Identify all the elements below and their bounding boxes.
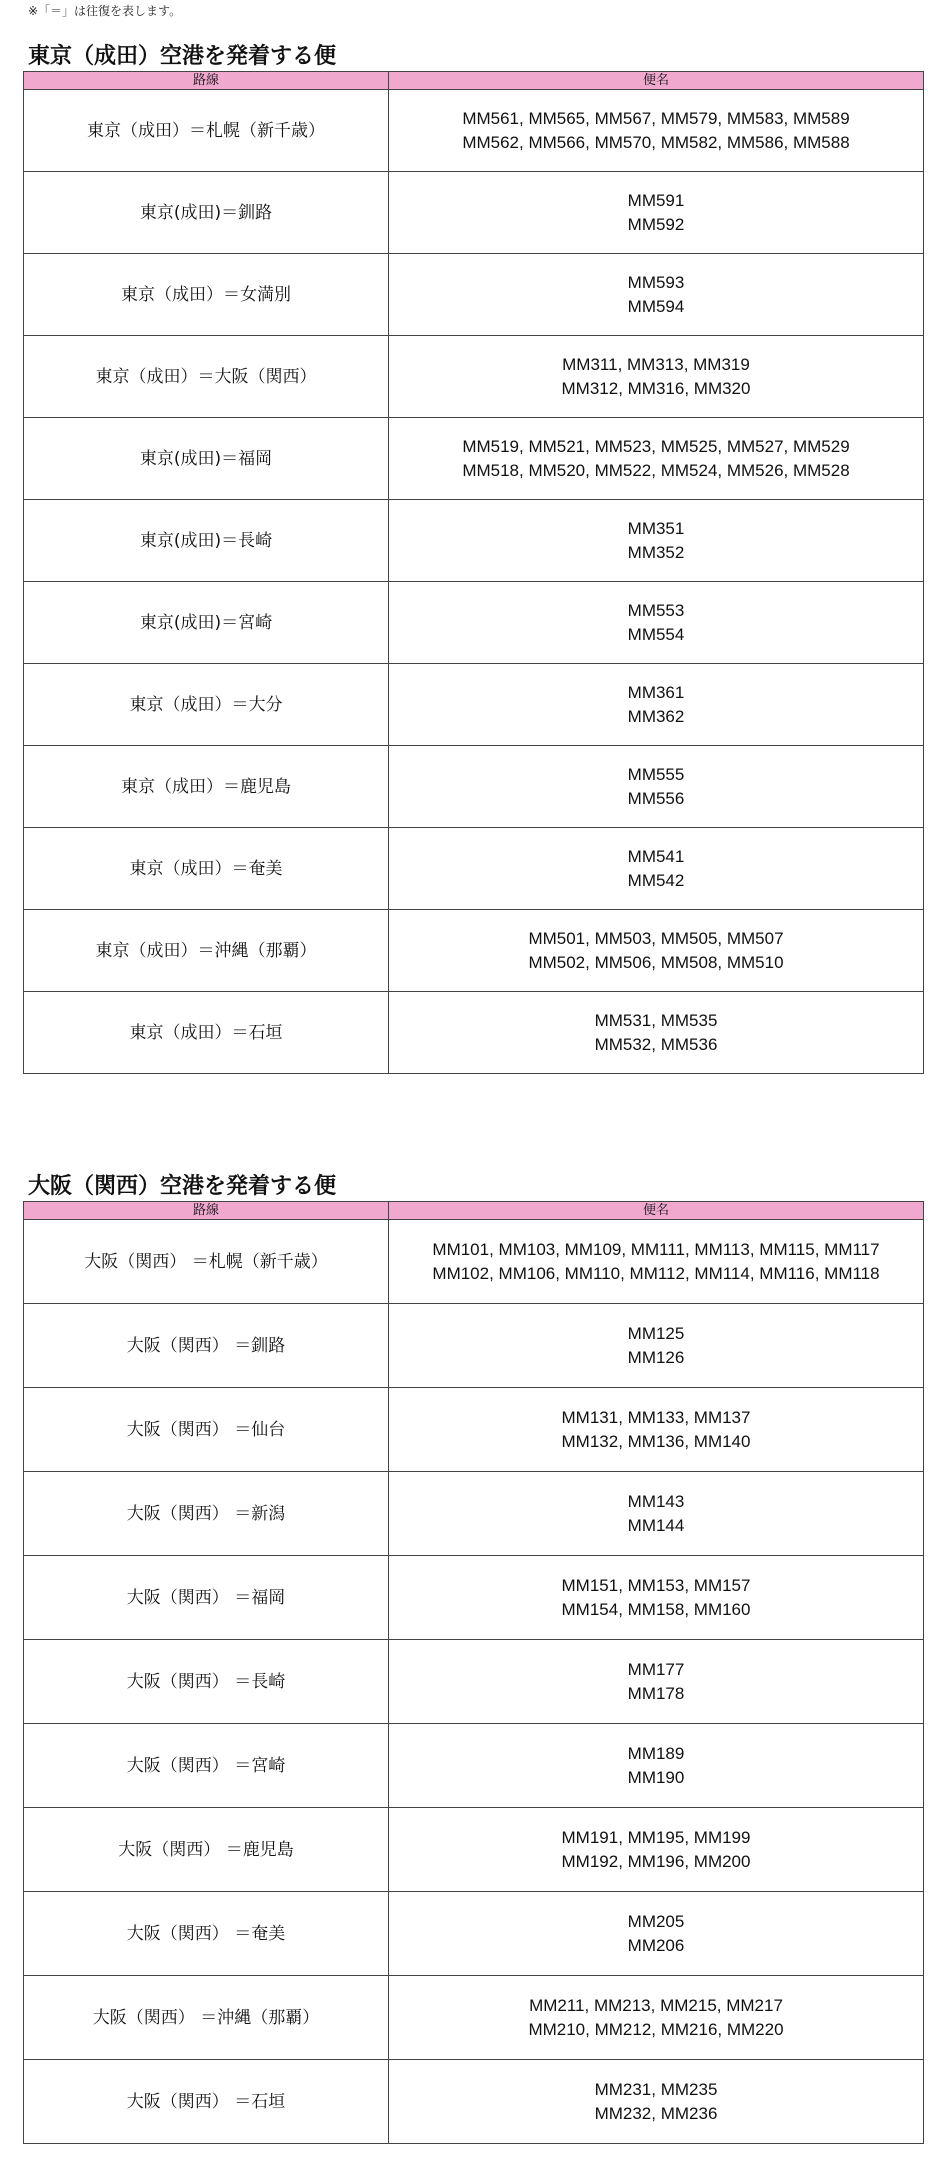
flight-numbers-line: MM555 bbox=[627, 764, 685, 784]
table-row bbox=[24, 1640, 924, 1724]
flights-cell bbox=[389, 1220, 924, 1304]
column-header-flights: 便名 bbox=[389, 72, 924, 90]
flights-cell bbox=[389, 336, 924, 418]
flight-numbers-line: MM554 bbox=[627, 624, 685, 644]
flight-numbers-line: MM518, MM520, MM522, MM524, MM526, MM528 bbox=[462, 460, 850, 480]
flight-numbers-line: MM154, MM158, MM160 bbox=[561, 1599, 751, 1619]
flights-cell bbox=[389, 1808, 924, 1892]
flights-cell bbox=[389, 1472, 924, 1556]
route-cell: 大阪（関西） ＝奄美 bbox=[24, 1892, 389, 1976]
route-cell: 大阪（関西） ＝沖縄（那覇） bbox=[24, 1976, 389, 2060]
flight-numbers-line: MM211, MM213, MM215, MM217 bbox=[529, 1995, 783, 2015]
flight-numbers-line: MM532, MM536 bbox=[594, 1034, 718, 1054]
route-cell: 大阪（関西） ＝鹿児島 bbox=[24, 1808, 389, 1892]
flight-numbers-line: MM593 bbox=[627, 272, 685, 292]
flight-numbers-line: MM519, MM521, MM523, MM525, MM527, MM529 bbox=[462, 436, 850, 456]
table-row bbox=[24, 1808, 924, 1892]
flight-numbers-line: MM192, MM196, MM200 bbox=[561, 1851, 751, 1871]
flight-numbers-line: MM352 bbox=[627, 542, 685, 562]
table-row bbox=[24, 418, 924, 500]
flight-numbers-line: MM362 bbox=[627, 706, 685, 726]
table-row bbox=[24, 828, 924, 910]
table-row bbox=[24, 582, 924, 664]
flight-numbers-line: MM177 bbox=[627, 1659, 685, 1679]
route-cell: 東京（成田）＝大分 bbox=[24, 664, 389, 746]
flight-numbers-line: MM531, MM535 bbox=[594, 1010, 718, 1030]
flight-numbers-line: MM232, MM236 bbox=[594, 2103, 718, 2123]
flight-numbers-line: MM361 bbox=[627, 682, 685, 702]
flight-numbers-line: MM143 bbox=[627, 1491, 685, 1511]
flight-numbers-line: MM501, MM503, MM505, MM507 bbox=[528, 928, 784, 948]
route-cell: 東京（成田）＝大阪（関西） bbox=[24, 336, 389, 418]
route-cell: 東京(成田)＝釧路 bbox=[24, 172, 389, 254]
flight-numbers-line: MM210, MM212, MM216, MM220 bbox=[528, 2019, 784, 2039]
section-kansai bbox=[23, 1173, 923, 2144]
table-row bbox=[24, 1892, 924, 1976]
flight-numbers-line: MM556 bbox=[627, 788, 685, 808]
route-cell: 東京(成田)＝福岡 bbox=[24, 418, 389, 500]
flight-numbers-line: MM594 bbox=[627, 296, 685, 316]
flights-cell bbox=[389, 828, 924, 910]
flights-cell bbox=[389, 1304, 924, 1388]
flight-numbers-line: MM553 bbox=[627, 600, 685, 620]
table-row bbox=[24, 1976, 924, 2060]
route-cell: 大阪（関西） ＝釧路 bbox=[24, 1304, 389, 1388]
table-row bbox=[24, 746, 924, 828]
flight-numbers-line: MM125 bbox=[627, 1323, 685, 1343]
table-row bbox=[24, 172, 924, 254]
flight-numbers-line: MM126 bbox=[627, 1347, 685, 1367]
flights-cell bbox=[389, 664, 924, 746]
section-narita bbox=[23, 43, 923, 1074]
table-row bbox=[24, 992, 924, 1074]
table-row bbox=[24, 664, 924, 746]
routes-table-narita bbox=[23, 71, 924, 1074]
table-body bbox=[24, 90, 924, 1074]
table-row bbox=[24, 1388, 924, 1472]
flight-numbers-line: MM189 bbox=[627, 1743, 685, 1763]
flights-cell bbox=[389, 1388, 924, 1472]
flights-cell bbox=[389, 1556, 924, 1640]
flights-cell bbox=[389, 1976, 924, 2060]
route-cell: 大阪（関西） ＝石垣 bbox=[24, 2060, 389, 2144]
table-row bbox=[24, 1556, 924, 1640]
table-row bbox=[24, 910, 924, 992]
flight-numbers-line: MM592 bbox=[627, 214, 685, 234]
table-row bbox=[24, 1472, 924, 1556]
table-row bbox=[24, 1304, 924, 1388]
flights-cell bbox=[389, 2060, 924, 2144]
table-header-row bbox=[24, 72, 924, 90]
table-header-row bbox=[24, 1202, 924, 1220]
flight-numbers-line: MM562, MM566, MM570, MM582, MM586, MM588 bbox=[462, 132, 850, 152]
flight-numbers-line: MM144 bbox=[627, 1515, 685, 1535]
flight-numbers-line: MM102, MM106, MM110, MM112, MM114, MM116, MM118 bbox=[432, 1263, 880, 1283]
flight-numbers-line: MM561, MM565, MM567, MM579, MM583, MM589 bbox=[462, 108, 850, 128]
flight-numbers-line: MM312, MM316, MM320 bbox=[561, 378, 751, 398]
flight-numbers-line: MM191, MM195, MM199 bbox=[561, 1827, 751, 1847]
flights-cell bbox=[389, 910, 924, 992]
flights-cell bbox=[389, 254, 924, 336]
route-cell: 東京（成田）＝女満別 bbox=[24, 254, 389, 336]
flight-numbers-line: MM206 bbox=[627, 1935, 685, 1955]
flight-numbers-line: MM205 bbox=[627, 1911, 685, 1931]
legend-note: ※「＝」は往復を表します。 bbox=[28, 4, 182, 18]
flight-numbers-line: MM190 bbox=[627, 1767, 685, 1787]
flights-cell bbox=[389, 90, 924, 172]
flight-numbers-line: MM178 bbox=[627, 1683, 685, 1703]
route-cell: 東京（成田）＝札幌（新千歳） bbox=[24, 90, 389, 172]
route-cell: 大阪（関西） ＝福岡 bbox=[24, 1556, 389, 1640]
section-title: 東京（成田）空港を発着する便 bbox=[28, 44, 337, 69]
flights-cell bbox=[389, 992, 924, 1074]
flight-numbers-line: MM351 bbox=[627, 518, 685, 538]
column-header-route: 路線 bbox=[24, 1202, 389, 1220]
route-cell: 東京（成田）＝鹿児島 bbox=[24, 746, 389, 828]
flights-cell bbox=[389, 1892, 924, 1976]
table-row bbox=[24, 336, 924, 418]
section-title: 大阪（関西）空港を発着する便 bbox=[28, 1174, 337, 1199]
route-cell: 大阪（関西） ＝札幌（新千歳） bbox=[24, 1220, 389, 1304]
route-cell: 大阪（関西） ＝仙台 bbox=[24, 1388, 389, 1472]
table-row bbox=[24, 254, 924, 336]
column-header-route: 路線 bbox=[24, 72, 389, 90]
table-row bbox=[24, 2060, 924, 2144]
flight-numbers-line: MM132, MM136, MM140 bbox=[561, 1431, 751, 1451]
flight-numbers-line: MM151, MM153, MM157 bbox=[561, 1575, 751, 1595]
flight-numbers-line: MM311, MM313, MM319 bbox=[562, 354, 750, 374]
routes-table-kansai bbox=[23, 1201, 924, 2144]
route-cell: 東京(成田)＝宮崎 bbox=[24, 582, 389, 664]
flights-cell bbox=[389, 500, 924, 582]
route-cell: 大阪（関西） ＝新潟 bbox=[24, 1472, 389, 1556]
flight-numbers-line: MM542 bbox=[627, 870, 685, 890]
flight-numbers-line: MM231, MM235 bbox=[594, 2079, 718, 2099]
route-cell: 東京（成田）＝奄美 bbox=[24, 828, 389, 910]
flight-numbers-line: MM591 bbox=[627, 190, 685, 210]
route-cell: 東京（成田）＝沖縄（那覇） bbox=[24, 910, 389, 992]
flights-cell bbox=[389, 418, 924, 500]
flight-numbers-line: MM502, MM506, MM508, MM510 bbox=[528, 952, 784, 972]
table-body bbox=[24, 1220, 924, 2144]
table-row bbox=[24, 1220, 924, 1304]
flight-numbers-line: MM101, MM103, MM109, MM111, MM113, MM115, MM117 bbox=[432, 1239, 880, 1259]
table-row bbox=[24, 500, 924, 582]
route-cell: 東京(成田)＝長崎 bbox=[24, 500, 389, 582]
flights-cell bbox=[389, 172, 924, 254]
table-row bbox=[24, 90, 924, 172]
column-header-flights: 便名 bbox=[389, 1202, 924, 1220]
flight-numbers-line: MM131, MM133, MM137 bbox=[561, 1407, 751, 1427]
route-cell: 大阪（関西） ＝長崎 bbox=[24, 1640, 389, 1724]
flights-cell bbox=[389, 1640, 924, 1724]
flights-cell bbox=[389, 1724, 924, 1808]
flight-numbers-line: MM541 bbox=[627, 846, 685, 866]
flights-cell bbox=[389, 582, 924, 664]
route-cell: 大阪（関西） ＝宮崎 bbox=[24, 1724, 389, 1808]
route-cell: 東京（成田）＝石垣 bbox=[24, 992, 389, 1074]
table-row bbox=[24, 1724, 924, 1808]
flights-cell bbox=[389, 746, 924, 828]
